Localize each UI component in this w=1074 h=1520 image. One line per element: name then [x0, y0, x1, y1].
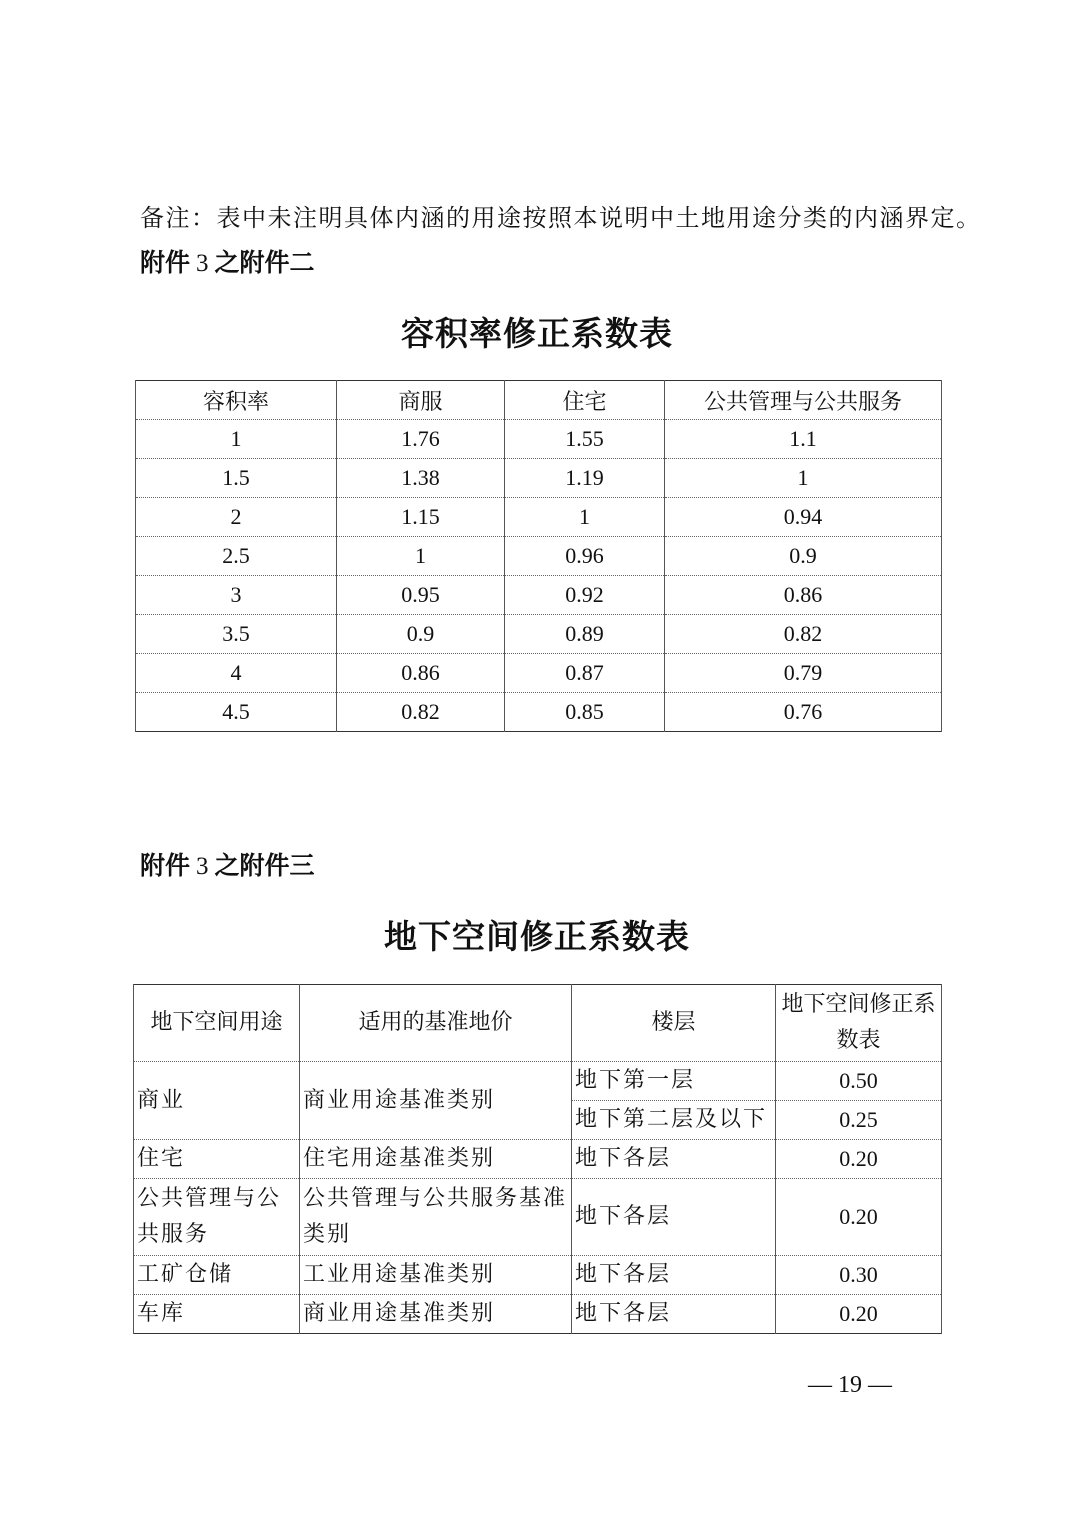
table-cell: 0.9 — [665, 537, 942, 576]
table-cell: 0.20 — [776, 1179, 942, 1256]
table-cell: 1.5 — [136, 459, 337, 498]
table-cell: 商业用途基准类别 — [300, 1295, 572, 1334]
header-residential: 住宅 — [505, 381, 665, 420]
attachment-3-label-suffix: 之附件三 — [214, 851, 315, 880]
table-cell: 3 — [136, 576, 337, 615]
attachment-2-label-suffix: 之附件二 — [214, 248, 315, 277]
table-cell: 0.20 — [776, 1295, 942, 1334]
table-cell: 1 — [505, 498, 665, 537]
table-cell: 0.85 — [505, 693, 665, 732]
table-cell: 3.5 — [136, 615, 337, 654]
table-header-row — [136, 381, 942, 420]
table-cell: 1 — [665, 459, 942, 498]
table-cell: 工矿仓储 — [134, 1256, 300, 1295]
table-row — [134, 1140, 942, 1179]
header-underground-use: 地下空间用途 — [134, 985, 300, 1062]
table-row — [136, 615, 942, 654]
table-cell: 1.38 — [337, 459, 505, 498]
table-row — [134, 1256, 942, 1295]
attachment-3-label-prefix: 附件 — [140, 851, 191, 880]
table-row — [134, 1295, 942, 1334]
table-cell: 0.25 — [776, 1101, 942, 1140]
table-cell: 1.55 — [505, 420, 665, 459]
table-cell: 0.96 — [505, 537, 665, 576]
header-commercial: 商服 — [337, 381, 505, 420]
remark-note: 备注：表中未注明具体内涵的用途按照本说明中土地用途分类的内涵界定。 — [140, 204, 982, 232]
table-cell: 地下第一层 — [572, 1062, 776, 1101]
underground-space-table — [133, 984, 942, 1334]
table-cell: 公共管理与公共服务 — [134, 1179, 300, 1256]
table-cell: 车库 — [134, 1295, 300, 1334]
table-cell: 公共管理与公共服务基准类别 — [300, 1179, 572, 1256]
underground-space-table-title: 地下空间修正系数表 — [384, 917, 690, 956]
table-cell: 地下各层 — [572, 1295, 776, 1334]
table-cell: 住宅用途基准类别 — [300, 1140, 572, 1179]
table-cell: 0.92 — [505, 576, 665, 615]
table-row — [136, 420, 942, 459]
table-header-row — [134, 985, 942, 1062]
table-cell: 1.1 — [665, 420, 942, 459]
attachment-3-label — [140, 846, 315, 882]
header-floor-area-ratio: 容积率 — [136, 381, 337, 420]
table-row — [136, 654, 942, 693]
table-cell: 0.94 — [665, 498, 942, 537]
table-cell: 0.87 — [505, 654, 665, 693]
table-cell: 地下第二层及以下 — [572, 1101, 776, 1140]
table-cell: 住宅 — [134, 1140, 300, 1179]
table-cell: 地下各层 — [572, 1140, 776, 1179]
table-row — [136, 576, 942, 615]
table-cell: 商业用途基准类别 — [300, 1062, 572, 1140]
table-cell: 0.86 — [665, 576, 942, 615]
attachment-2-label-prefix: 附件 — [140, 248, 191, 277]
attachment-3-label-num: 3 — [196, 853, 209, 880]
table-cell: 0.9 — [337, 615, 505, 654]
table-cell: 商业 — [134, 1062, 300, 1140]
table-cell: 0.86 — [337, 654, 505, 693]
table-cell: 4 — [136, 654, 337, 693]
table-cell: 0.20 — [776, 1140, 942, 1179]
table-cell: 1.15 — [337, 498, 505, 537]
header-floor: 楼层 — [572, 985, 776, 1062]
attachment-2-label-num: 3 — [196, 250, 209, 277]
table-cell: 0.95 — [337, 576, 505, 615]
table-cell: 0.50 — [776, 1062, 942, 1101]
table-cell: 2.5 — [136, 537, 337, 576]
table-cell: 1 — [337, 537, 505, 576]
table-cell: 0.82 — [665, 615, 942, 654]
table-cell: 0.79 — [665, 654, 942, 693]
table-cell: 地下各层 — [572, 1179, 776, 1256]
table-row — [134, 1062, 942, 1101]
table-cell: 地下各层 — [572, 1256, 776, 1295]
table-cell: 1.19 — [505, 459, 665, 498]
table-cell: 4.5 — [136, 693, 337, 732]
floor-area-ratio-table-title: 容积率修正系数表 — [401, 314, 673, 353]
table-row — [134, 1179, 942, 1256]
floor-area-ratio-table — [135, 380, 942, 732]
header-correction-coefficient: 地下空间修正系数表 — [776, 985, 942, 1062]
table-cell: 工业用途基准类别 — [300, 1256, 572, 1295]
page-number: — 19 — — [808, 1372, 892, 1398]
table-row — [136, 498, 942, 537]
table-cell: 0.89 — [505, 615, 665, 654]
header-base-land-price: 适用的基准地价 — [300, 985, 572, 1062]
attachment-2-label — [140, 243, 315, 279]
table-row — [136, 459, 942, 498]
table-row — [136, 537, 942, 576]
table-cell: 1.76 — [337, 420, 505, 459]
table-cell: 0.30 — [776, 1256, 942, 1295]
table-cell: 2 — [136, 498, 337, 537]
table-row — [136, 693, 942, 732]
table-cell: 0.76 — [665, 693, 942, 732]
header-public-service: 公共管理与公共服务 — [665, 381, 942, 420]
table-cell: 1 — [136, 420, 337, 459]
table-cell: 0.82 — [337, 693, 505, 732]
